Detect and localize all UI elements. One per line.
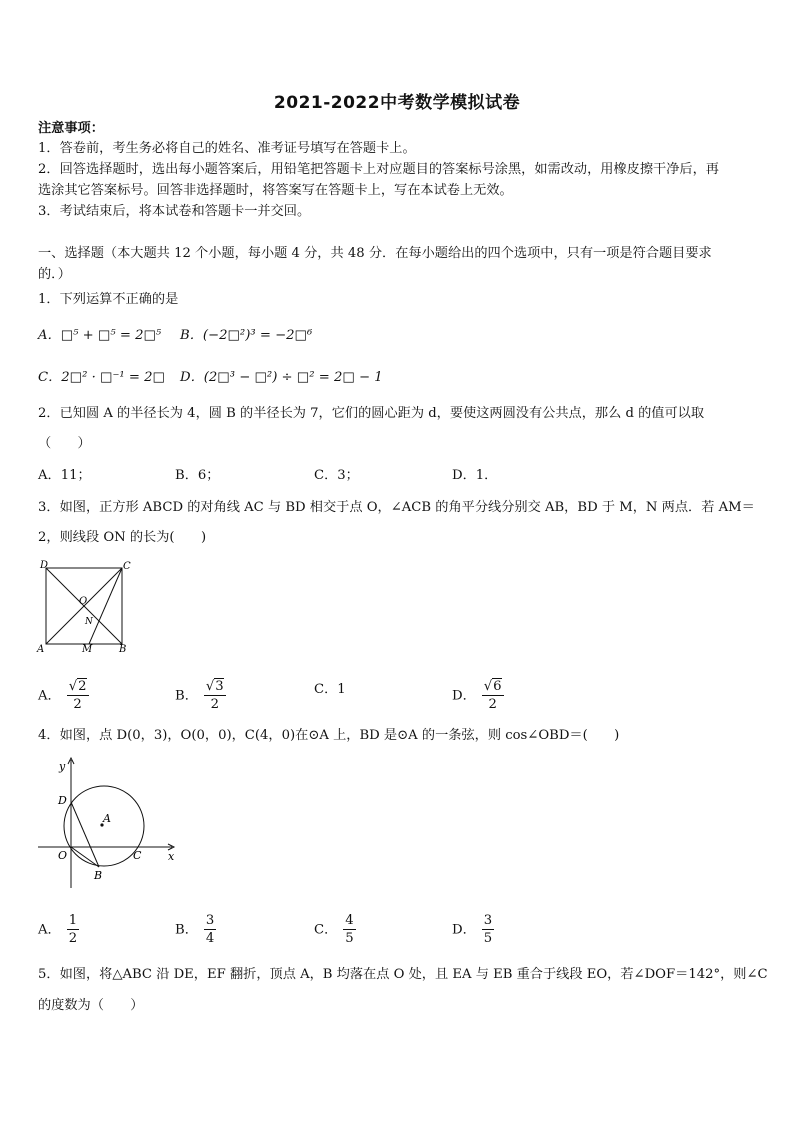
q4-circle-figure (34, 756, 184, 896)
q1-stem: 1．下列运算不正确的是 (38, 292, 179, 307)
fraction-numerator: 3 (205, 913, 215, 928)
q3-label-n: N (85, 617, 93, 627)
q3-label-m: M (82, 644, 93, 654)
fraction-numerator: 6 (493, 679, 502, 694)
q4-option-c (314, 912, 356, 948)
fraction-numerator: 2 (78, 679, 87, 694)
notice-item: 3．考试结束后，将本试卷和答题卡一并交回。 (38, 204, 311, 219)
q3-square-figure (34, 558, 134, 654)
q3-option-c: C．1 (314, 682, 346, 697)
q4-label-c: C (133, 849, 142, 862)
q3-option-d: D． $\frac{√6}{2}$ (452, 679, 502, 712)
fraction-numerator: 1 (68, 913, 78, 928)
q5-stem-cont: 的度数为（ ） (38, 998, 144, 1013)
q4-label-y: y (59, 760, 66, 773)
fraction-numerator: 4 (345, 913, 354, 928)
fraction-numerator: 3 (483, 913, 493, 928)
q2-stem-cont: （ ） (38, 436, 91, 451)
q3-label-a: A (37, 644, 45, 654)
fraction-denominator: 5 (345, 931, 354, 946)
q3-option-b: B． $\frac{√3}{2}$ (175, 679, 224, 712)
q4-label-o: O (58, 849, 68, 862)
q3-stem: 3．如图，正方形 ABCD 的对角线 AC 与 BD 相交于点 O，∠ACB 的角平分线分别交 AB，BD 于 M，N 两点．若 AM＝ (38, 500, 755, 515)
q3-label-b: B (119, 644, 127, 654)
option-label: A． (38, 922, 61, 938)
q4-stem: 4．如图，点 D(0，3)，O(0，0)，C(4，0)在⊙A 上，BD 是⊙A 的一条弦，则 cos∠OBD＝( ) (38, 728, 620, 743)
q2-option-c: C．3； (314, 468, 359, 483)
notice-item: 选涂其它答案标号。回答非选择题时，将答案写在答题卡上，写在本试卷上无效。 (38, 183, 513, 198)
q1-option-b: B．(−2□²)³ = −2□⁶ (180, 328, 313, 343)
fraction-denominator: 2 (68, 931, 78, 946)
fraction-denominator: 4 (205, 931, 215, 946)
q5-stem: 5．如图，将△ABC 沿 DE，EF 翻折，顶点 A，B 均落在点 O 处，且 EA 与 EB 重合于线段 EO，若∠DOF＝142°，则∠C (38, 967, 768, 982)
option-label: B． (175, 688, 198, 704)
notice-item: 1．答卷前，考生务必将自己的姓名、准考证号填写在答题卡上。 (38, 141, 416, 156)
q2-option-d: D．1． (452, 468, 498, 483)
q4-option-b (175, 912, 216, 948)
fraction-numerator: 3 (215, 679, 224, 694)
q4-label-d: D (58, 794, 67, 807)
section-heading: 一、选择题（本大题共 12 个小题，每小题 4 分，共 48 分．在每小题给出的四个选项中，只有一项是符合题目要求 (38, 246, 712, 261)
notice-heading: 注意事项： (38, 121, 104, 136)
option-label: C． (314, 922, 338, 938)
page-title: 2021-2022中考数学模拟试卷 (273, 93, 521, 113)
fraction-denominator: 2 (73, 697, 82, 712)
q3-option-a: A． $\frac{√2}{2}$ (38, 679, 87, 712)
q4-label-b: B (94, 869, 103, 882)
option-label: A． (38, 688, 61, 704)
q4-option-d (452, 912, 494, 948)
q4-option-a (38, 912, 79, 948)
fraction-denominator: 2 (210, 697, 219, 712)
q4-label-x: x (168, 850, 175, 863)
q3-label-o: O (79, 596, 88, 607)
option-label: D． (452, 688, 476, 704)
fraction-denominator: 5 (483, 931, 493, 946)
q1-option-c: C．2□² · □⁻¹ = 2□ (38, 370, 165, 385)
q3-label-c: C (123, 561, 131, 572)
q2-stem: 2．已知圆 A 的半径长为 4，圆 B 的半径长为 7，它们的圆心距为 d，要使这两圆没有公共点，那么 d 的值可以取 (38, 406, 705, 421)
q4-label-a: A (103, 812, 111, 825)
q2-option-b: B．6； (175, 468, 220, 483)
q2-option-a: A．11； (38, 468, 91, 483)
option-label: B． (175, 922, 198, 938)
q3-label-d: D (40, 560, 49, 571)
q3-stem-cont: 2，则线段 ON 的长为( ) (38, 530, 207, 545)
option-label: D． (452, 922, 476, 938)
q1-option-a: A．□⁵ + □⁵ = 2□⁵ (38, 328, 162, 343)
fraction-denominator: 2 (488, 697, 497, 712)
section-heading-cont: 的．） (38, 267, 71, 282)
notice-item: 2．回答选择题时，选出每小题答案后，用铅笔把答题卡上对应题目的答案标号涂黑，如需改动，用橡皮擦干净后，再 (38, 162, 719, 177)
q1-option-d: D．(2□³ − □²) ÷ □² = 2□ − 1 (180, 370, 383, 385)
